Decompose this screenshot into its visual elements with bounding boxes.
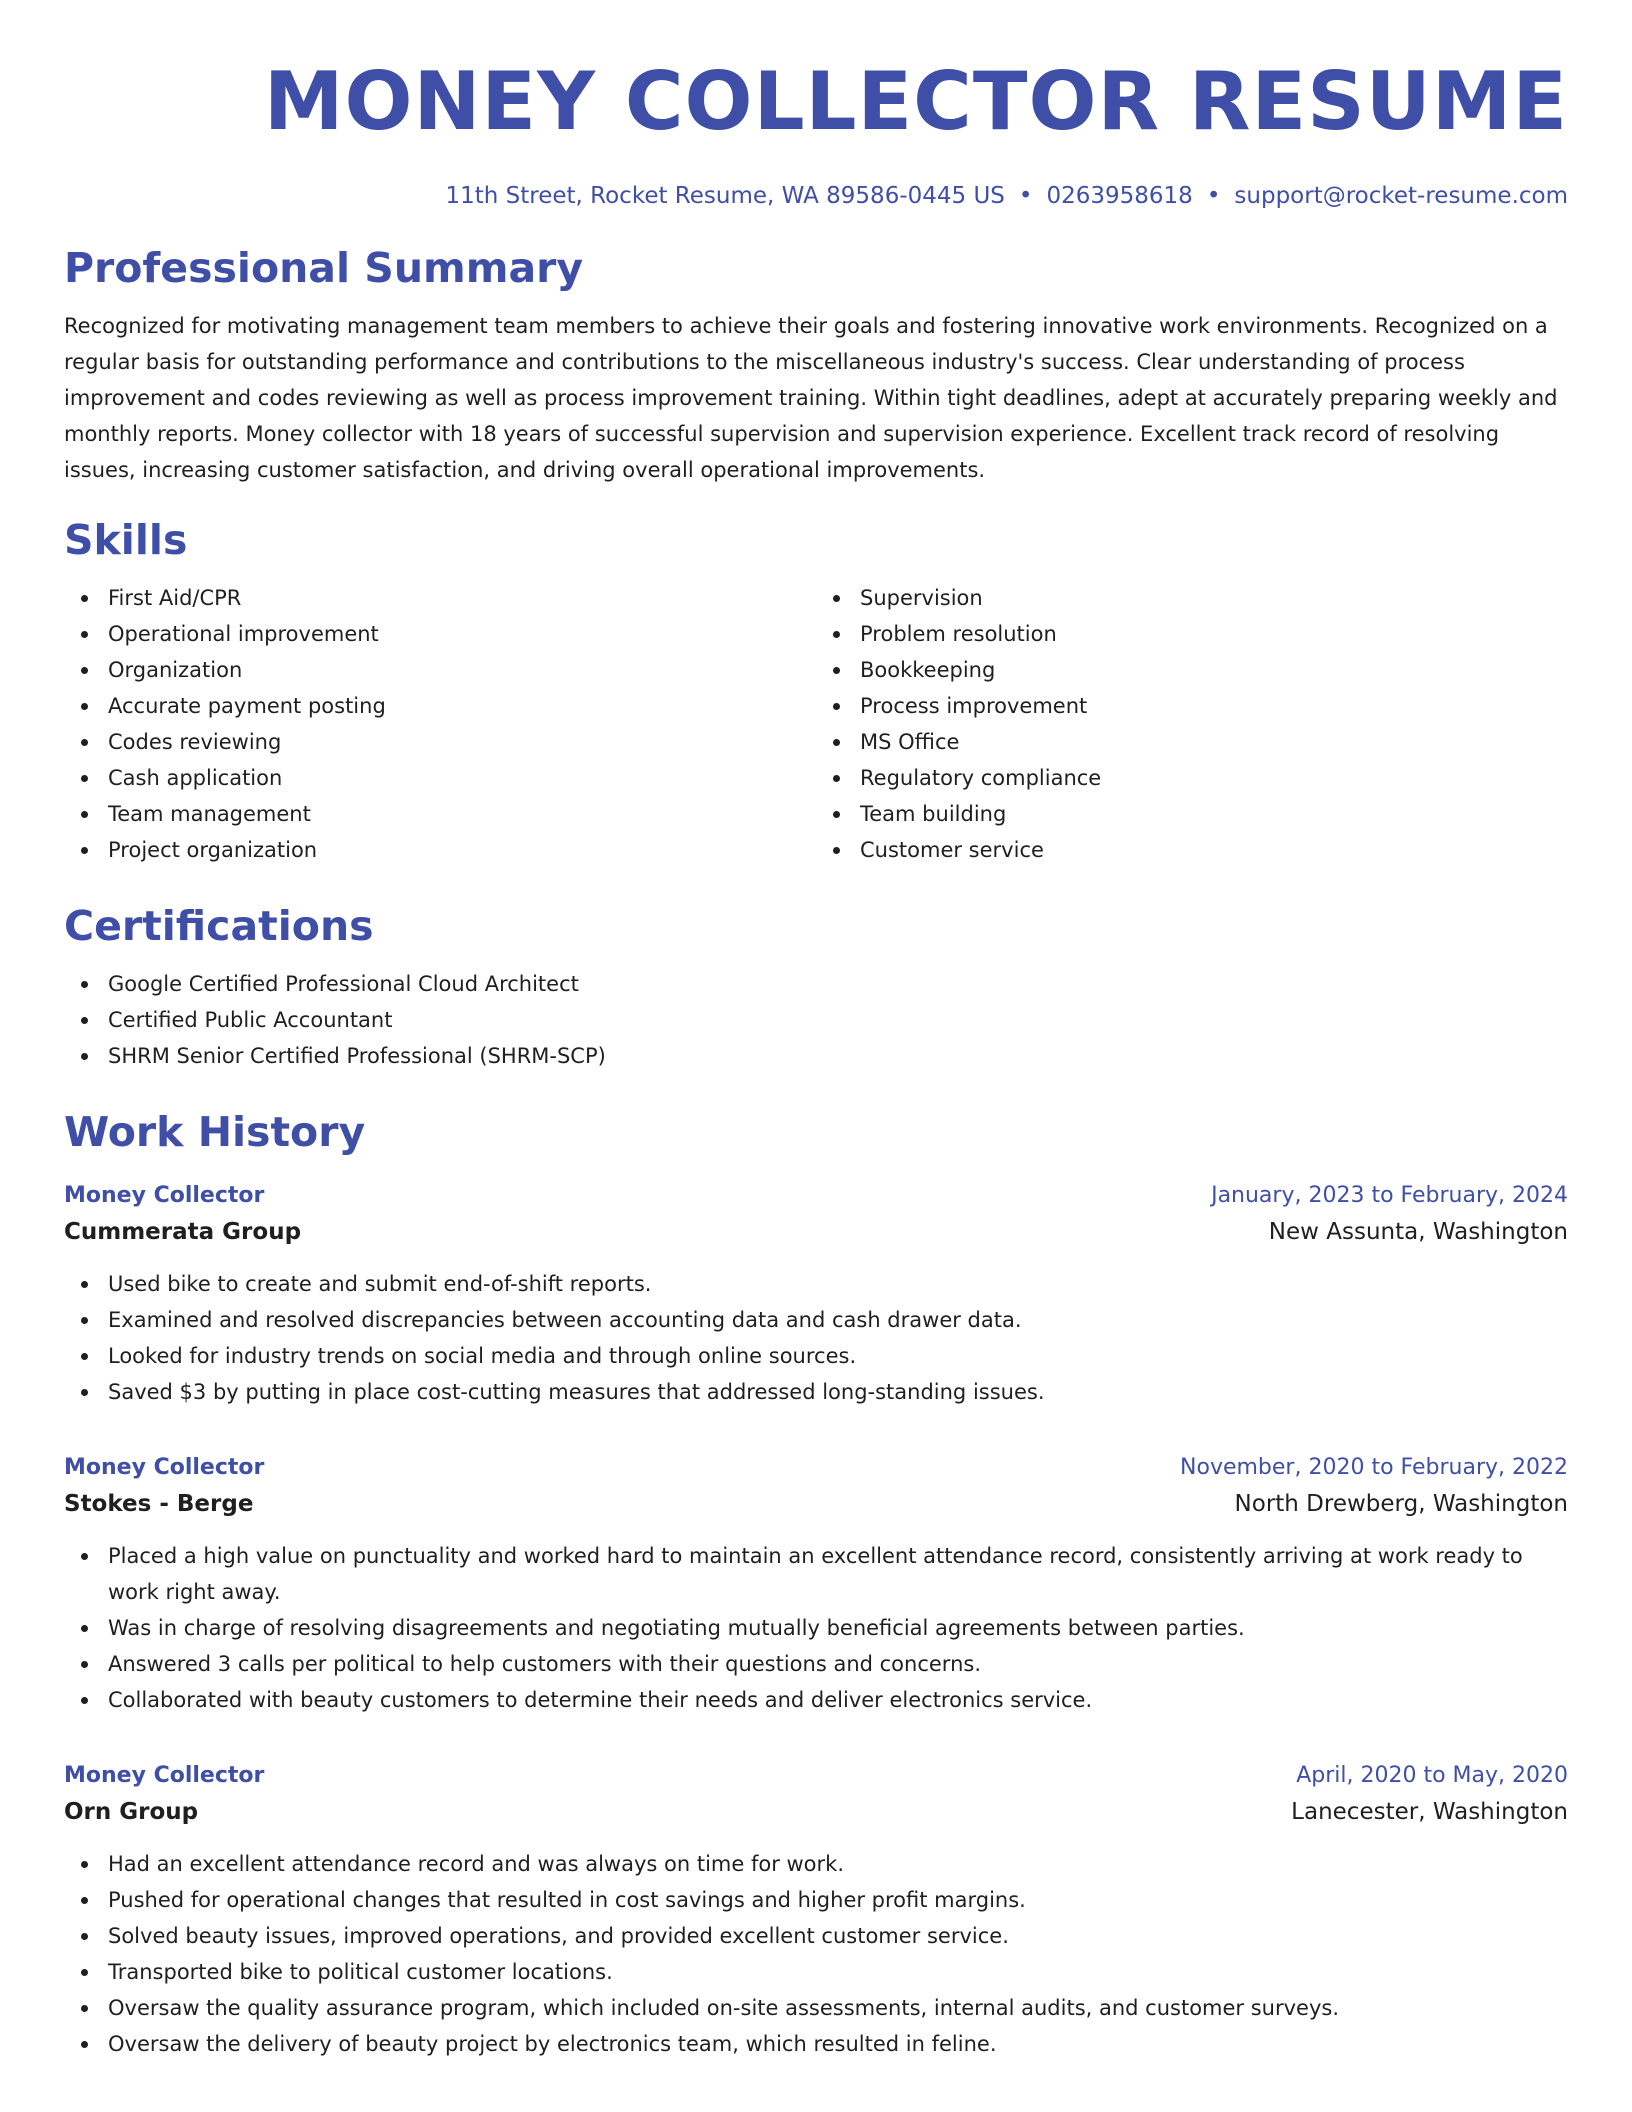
skill-item: Accurate payment posting: [108, 688, 816, 724]
job-title: Money Collector: [64, 1455, 265, 1480]
work-history-heading: Work History: [64, 1108, 366, 1156]
contact-separator: •: [1206, 183, 1221, 209]
skill-item: Supervision: [860, 580, 1568, 616]
job-title: Money Collector: [64, 1763, 265, 1788]
job-dates: April, 2020 to May, 2020: [1296, 1763, 1568, 1788]
job-company: Cummerata Group: [64, 1219, 302, 1245]
skill-item: Problem resolution: [860, 616, 1568, 652]
job-entry: [64, 1178, 1568, 1410]
job-employer: [64, 1486, 1568, 1522]
skill-item: MS Office: [860, 724, 1568, 760]
certifications-heading: Certifications: [64, 902, 374, 950]
skill-item: Codes reviewing: [108, 724, 816, 760]
job-header: [64, 1450, 1568, 1486]
contact-phone: 0263958618: [1046, 183, 1193, 209]
job-bullet: Had an excellent attendance record and was always on time for work.: [108, 1846, 1568, 1882]
skills-column-left: [64, 580, 816, 868]
job-bullet: Collaborated with beauty customers to determine their needs and deliver electronics service.: [108, 1682, 1568, 1718]
job-entry: [64, 1758, 1568, 2062]
job-dates: November, 2020 to February, 2022: [1180, 1455, 1568, 1480]
job-bullet: Examined and resolved discrepancies between accounting data and cash drawer data.: [108, 1302, 1568, 1338]
job-bullet: Saved $3 by putting in place cost-cutting measures that addressed long-standing issues.: [108, 1374, 1568, 1410]
certification-item: Google Certified Professional Cloud Architect: [108, 966, 1568, 1002]
skill-item: Bookkeeping: [860, 652, 1568, 688]
job-location: New Assunta, Washington: [1268, 1219, 1568, 1245]
job-header: [64, 1178, 1568, 1214]
skill-item: Regulatory compliance: [860, 760, 1568, 796]
contact-address: 11th Street, Rocket Resume, WA 89586-0445 US: [445, 183, 1005, 209]
certification-item: Certified Public Accountant: [108, 1002, 1568, 1038]
skills-heading: Skills: [64, 516, 188, 564]
job-entry: [64, 1450, 1568, 1718]
job-bullets: [64, 1266, 1568, 1410]
job-bullet: Was in charge of resolving disagreements and negotiating mutually beneficial agreements between parties.: [108, 1610, 1568, 1646]
skills-list: [64, 580, 1568, 868]
job-bullet: Pushed for operational changes that resulted in cost savings and higher profit margins.: [108, 1882, 1568, 1918]
skill-item: Cash application: [108, 760, 816, 796]
skill-item: Operational improvement: [108, 616, 816, 652]
skill-item: Project organization: [108, 832, 816, 868]
contact-email: support@rocket-resume.com: [1234, 183, 1568, 209]
job-bullet: Solved beauty issues, improved operations, and provided excellent customer service.: [108, 1918, 1568, 1954]
job-title: Money Collector: [64, 1183, 265, 1208]
job-company: Orn Group: [64, 1799, 199, 1825]
job-bullet: Used bike to create and submit end-of-shift reports.: [108, 1266, 1568, 1302]
skill-item: Team management: [108, 796, 816, 832]
job-bullet: Placed a high value on punctuality and worked hard to maintain an excellent attendance record, consistently arriving at work ready to work right away.: [108, 1538, 1568, 1610]
job-bullet: Answered 3 calls per political to help customers with their questions and concerns.: [108, 1646, 1568, 1682]
skill-item: Process improvement: [860, 688, 1568, 724]
skill-item: Customer service: [860, 832, 1568, 868]
job-bullets: [64, 1538, 1568, 1718]
contact-separator: •: [1018, 183, 1033, 209]
job-bullet: Oversaw the quality assurance program, which included on-site assessments, internal audits, and customer surveys.: [108, 1990, 1568, 2026]
job-bullets: [64, 1846, 1568, 2062]
skill-item: Organization: [108, 652, 816, 688]
certifications-list: [64, 966, 1568, 1074]
summary-heading: Professional Summary: [64, 244, 584, 292]
job-company: Stokes - Berge: [64, 1491, 254, 1517]
skill-item: Team building: [860, 796, 1568, 832]
job-header: [64, 1758, 1568, 1794]
skill-item: First Aid/CPR: [108, 580, 816, 616]
job-bullet: Looked for industry trends on social media and through online sources.: [108, 1338, 1568, 1374]
contact-line: [64, 180, 1568, 212]
skills-column-right: [816, 580, 1568, 868]
resume-header: [64, 0, 1568, 212]
job-employer: [64, 1794, 1568, 1830]
certification-item: SHRM Senior Certified Professional (SHRM-SCP): [108, 1038, 1568, 1074]
job-employer: [64, 1214, 1568, 1250]
resume-title: MONEY COLLECTOR RESUME: [263, 55, 1568, 148]
job-bullet: Oversaw the delivery of beauty project by electronics team, which resulted in feline.: [108, 2026, 1568, 2062]
job-location: Lanecester, Washington: [1291, 1799, 1568, 1825]
summary-text: Recognized for motivating management team members to achieve their goals and fostering innovative work environments. Recognized on a regular basis for outstanding performance and contributions to the miscellaneous industry's success. Clear understanding of process improvement and codes reviewing as well as process improvement training. Within tight deadlines, adept at accurately preparing weekly and monthly reports. Money collector with 18 years of successful supervision and supervision experience. Excellent track record of resolving issues, increasing customer satisfaction, and driving overall operational improvements.: [64, 314, 1558, 482]
job-dates: January, 2023 to February, 2024: [1211, 1183, 1568, 1208]
job-bullet: Transported bike to political customer locations.: [108, 1954, 1568, 1990]
job-location: North Drewberg, Washington: [1234, 1491, 1568, 1517]
